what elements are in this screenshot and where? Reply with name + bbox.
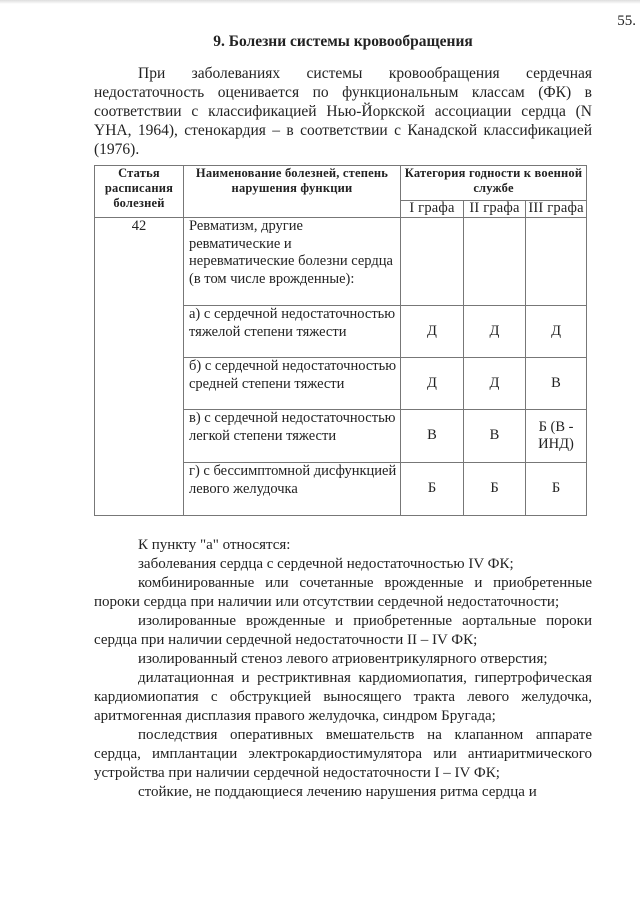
header-article: Статья расписания болезней xyxy=(95,166,184,218)
row-desc: г) с бессимптомной дисфункцией левого желудочка xyxy=(184,463,401,516)
category-value: Б (В - ИНД) xyxy=(526,410,587,463)
row-desc: в) с сердечной недостаточностью легкой степени тяжести xyxy=(184,410,401,463)
paragraph: изолированные врожденные и приобретенные аортальные пороки сердца при наличии сердечной недостаточности II – IV ФК; xyxy=(94,613,592,648)
category-value: Д xyxy=(401,358,464,410)
paragraph: изолированный стеноз левого атриовентрикулярного отверстия; xyxy=(138,651,548,667)
page-number: 55. xyxy=(617,13,636,29)
group-title: Ревматизм, другие ревматические и неревматические болезни сердца (в том числе врожденные): xyxy=(184,218,401,306)
category-value: В xyxy=(526,358,587,410)
category-value: Д xyxy=(464,358,526,410)
category-value: В xyxy=(401,410,464,463)
paragraph: заболевания сердца с сердечной недостаточностью IV ФК; xyxy=(138,556,514,572)
row-desc: б) с сердечной недостаточностью средней степени тяжести xyxy=(184,358,401,410)
row-desc: а) с сердечной недостаточностью тяжелой степени тяжести xyxy=(184,306,401,358)
body-text xyxy=(94,536,592,802)
category-value: Д xyxy=(464,306,526,358)
category-value: Б xyxy=(401,463,464,516)
header-col-1: I графа xyxy=(401,201,464,218)
category-value: Б xyxy=(464,463,526,516)
header-category: Категория годности к военной службе xyxy=(401,166,587,201)
header-name: Наименование болезней, степень нарушения функции xyxy=(184,166,401,218)
fitness-category-table xyxy=(94,165,587,516)
category-value: Б xyxy=(526,463,587,516)
paragraph: последствия оперативных вмешательств на клапанном аппарате сердца, имплантации электрокардиостимулятора или антиаритмического устройства при наличии сердечной недостаточности I – IV ФК; xyxy=(94,727,592,781)
category-value: Д xyxy=(401,306,464,358)
header-col-2: II графа xyxy=(464,201,526,218)
header-col-3: III графа xyxy=(526,201,587,218)
article-number: 42 xyxy=(95,218,184,516)
paragraph: дилатационная и рестриктивная кардиомиопатия, гипертрофическая кардиомиопатия с обструкцией выносящего тракта левого желудочка, аритмогенная дисплазия правого желудочка, синдром Бругада; xyxy=(94,670,592,724)
paragraph: комбинированные или сочетанные врожденные и приобретенные пороки сердца при наличии или отсутствии сердечной недостаточности; xyxy=(94,575,592,610)
category-value: В xyxy=(464,410,526,463)
category-value: Д xyxy=(526,306,587,358)
paragraph: К пункту "а" относятся: xyxy=(138,537,291,553)
table-row xyxy=(95,218,587,306)
paragraph: стойкие, не поддающиеся лечению нарушения ритма сердца и xyxy=(138,784,537,800)
section-title: 9. Болезни системы кровообращения xyxy=(213,33,473,50)
intro-paragraph: При заболеваниях системы кровообращения сердечная недостаточность оценивается по функциональным классам (ФК) в соответствии с классификацией Нью-Йоркской ассоциации сердца (N YHA, 1964), стенокардия – в соответствии с Канадской классификацией (1976). xyxy=(94,65,592,158)
